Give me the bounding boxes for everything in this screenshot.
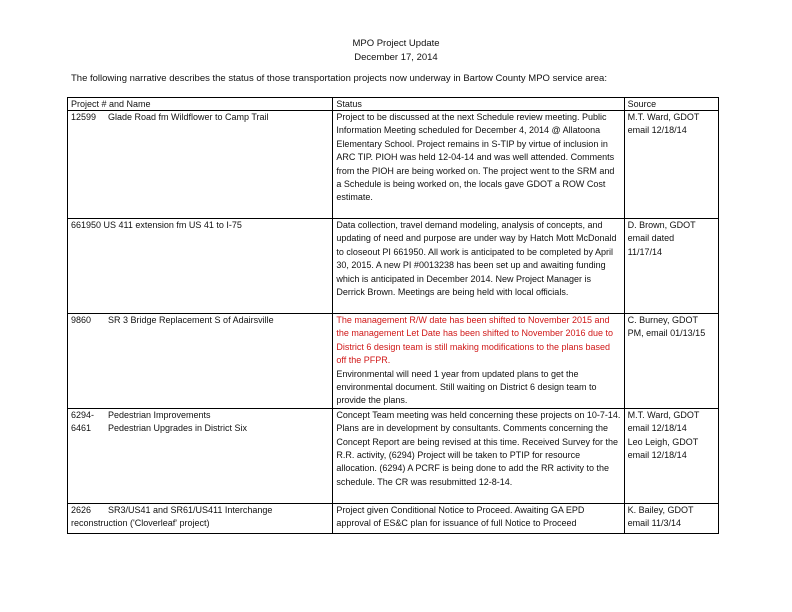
project-id: 2626 (71, 504, 92, 515)
source-line: D. Brown, GDOT (627, 220, 696, 230)
source-line: email 11/3/14 (627, 518, 682, 529)
table-row (68, 314, 719, 409)
page-title: MPO Project Update (352, 38, 440, 49)
project-name: SR 3 Bridge Replacement S of Adairsville (108, 315, 274, 325)
status-text: Environmental will need 1 year from updated plans to get the environmental document. Still waiting on District 6 design team to provide the plans. (336, 368, 597, 406)
source-line: email 12/18/14 (627, 450, 687, 461)
source-line: email dated (627, 233, 675, 244)
project-name: 661950 US 411 extension fm US 41 to I-75 (71, 220, 242, 230)
project-name: Pedestrian Improvements (108, 409, 211, 420)
source-cell (624, 314, 718, 409)
project-id: 12599 (71, 112, 97, 122)
project-line (71, 422, 329, 435)
table-header-row (68, 98, 719, 111)
column-header: Status (333, 98, 624, 111)
source-cell (624, 503, 718, 533)
table-row (68, 111, 719, 219)
project-id: 6294- (71, 409, 95, 420)
project-line (71, 517, 329, 530)
source-line: Leo Leigh, GDOT (627, 436, 699, 447)
status-text: Data collection, travel demand modeling, analysis of concepts, and updating of need and purpose are under way by Hatch Mott McDonald to closeout PI 661950. All work is anticipated to be completed by April 30, 2015. A new PI #0013238 has been set up and awaiting funding which is anticipated in December 2014. New Project Manager is Derrick Brown. Meetings are being held with local officials. (336, 220, 617, 298)
project-cell (68, 314, 333, 409)
project-line (71, 409, 329, 422)
source-line: K. Bailey, GDOT (627, 504, 694, 515)
status-cell (333, 219, 624, 314)
table-row (68, 219, 719, 314)
source-line: M.T. Ward, GDOT (627, 409, 700, 420)
source-line: email 12/18/14 (627, 423, 687, 434)
project-table (67, 97, 719, 534)
project-line (71, 111, 329, 124)
status-cell (333, 503, 624, 533)
status-cell (333, 408, 624, 503)
source-line: email 12/18/14 (627, 125, 687, 136)
status-cell (333, 314, 624, 409)
source-cell (624, 219, 718, 314)
project-cell (68, 408, 333, 503)
status-text: Project given Conditional Notice to Proceed. Awaiting GA EPD approval of ES&C plan for issuance of full Notice to Proceed (336, 504, 585, 529)
source-cell (624, 408, 718, 503)
status-text: Concept Team meeting was held concerning these projects on 10-7-14. Plans are in development by consultants. Comments concerning the Concept Report are being revised at this time. Received Survey for the R.R. activity, (6294) Project will be taken to PTIP for resource allocation. (6294) A PCRF is being done to add the RR activity to the schedule. The CR was resubmitted 12-8-14. (336, 409, 621, 487)
project-id: 6461 (71, 423, 92, 434)
project-name: Pedestrian Upgrades in District Six (108, 423, 248, 434)
project-cell (68, 111, 333, 219)
project-line (71, 314, 329, 327)
source-line: PM, email 01/13/15 (627, 328, 706, 339)
project-name: reconstruction ('Cloverleaf' project) (71, 518, 210, 529)
column-header: Source (624, 98, 718, 111)
project-name: SR3/US41 and SR61/US411 Interchange (108, 504, 273, 515)
project-line (71, 504, 329, 517)
project-cell (68, 503, 333, 533)
page-date: December 17, 2014 (354, 52, 438, 63)
status-text: Project to be discussed at the next Schedule review meeting. Public Information Meeting scheduled for December 4, 2014 @ Allatoona Elementary School. Project remains in S-TIP by virtue of inclusion in ARC TIP. PIOH was held 12-04-14 and was well attended. Comments from the PIOH are being worked on. The project went to the SRM and a Schedule is being worked on, the locals gave GDOT a ROW Cost estimate. (336, 112, 615, 203)
status-cell (333, 111, 624, 219)
table-row (68, 503, 719, 533)
source-line: C. Burney, GDOT (627, 315, 699, 325)
project-id: 9860 (71, 315, 92, 325)
column-header: Project # and Name (68, 98, 333, 111)
table-row (68, 408, 719, 503)
project-line (71, 219, 329, 232)
intro-text: The following narrative describes the status of those transportation projects now underway in Bartow County MPO service area: (71, 73, 607, 84)
source-cell (624, 111, 718, 219)
status-highlight-text: The management R/W date has been shifted to November 2015 and the management Let Date has been shifted to November 2016 due to District 6 design team is still making modifications to the plans based off the PFPR. (336, 315, 614, 366)
source-line: 11/17/14 (627, 246, 663, 257)
project-cell (68, 219, 333, 314)
source-line: M.T. Ward, GDOT (627, 112, 700, 122)
project-name: Glade Road fm Wildflower to Camp Trail (108, 112, 269, 122)
